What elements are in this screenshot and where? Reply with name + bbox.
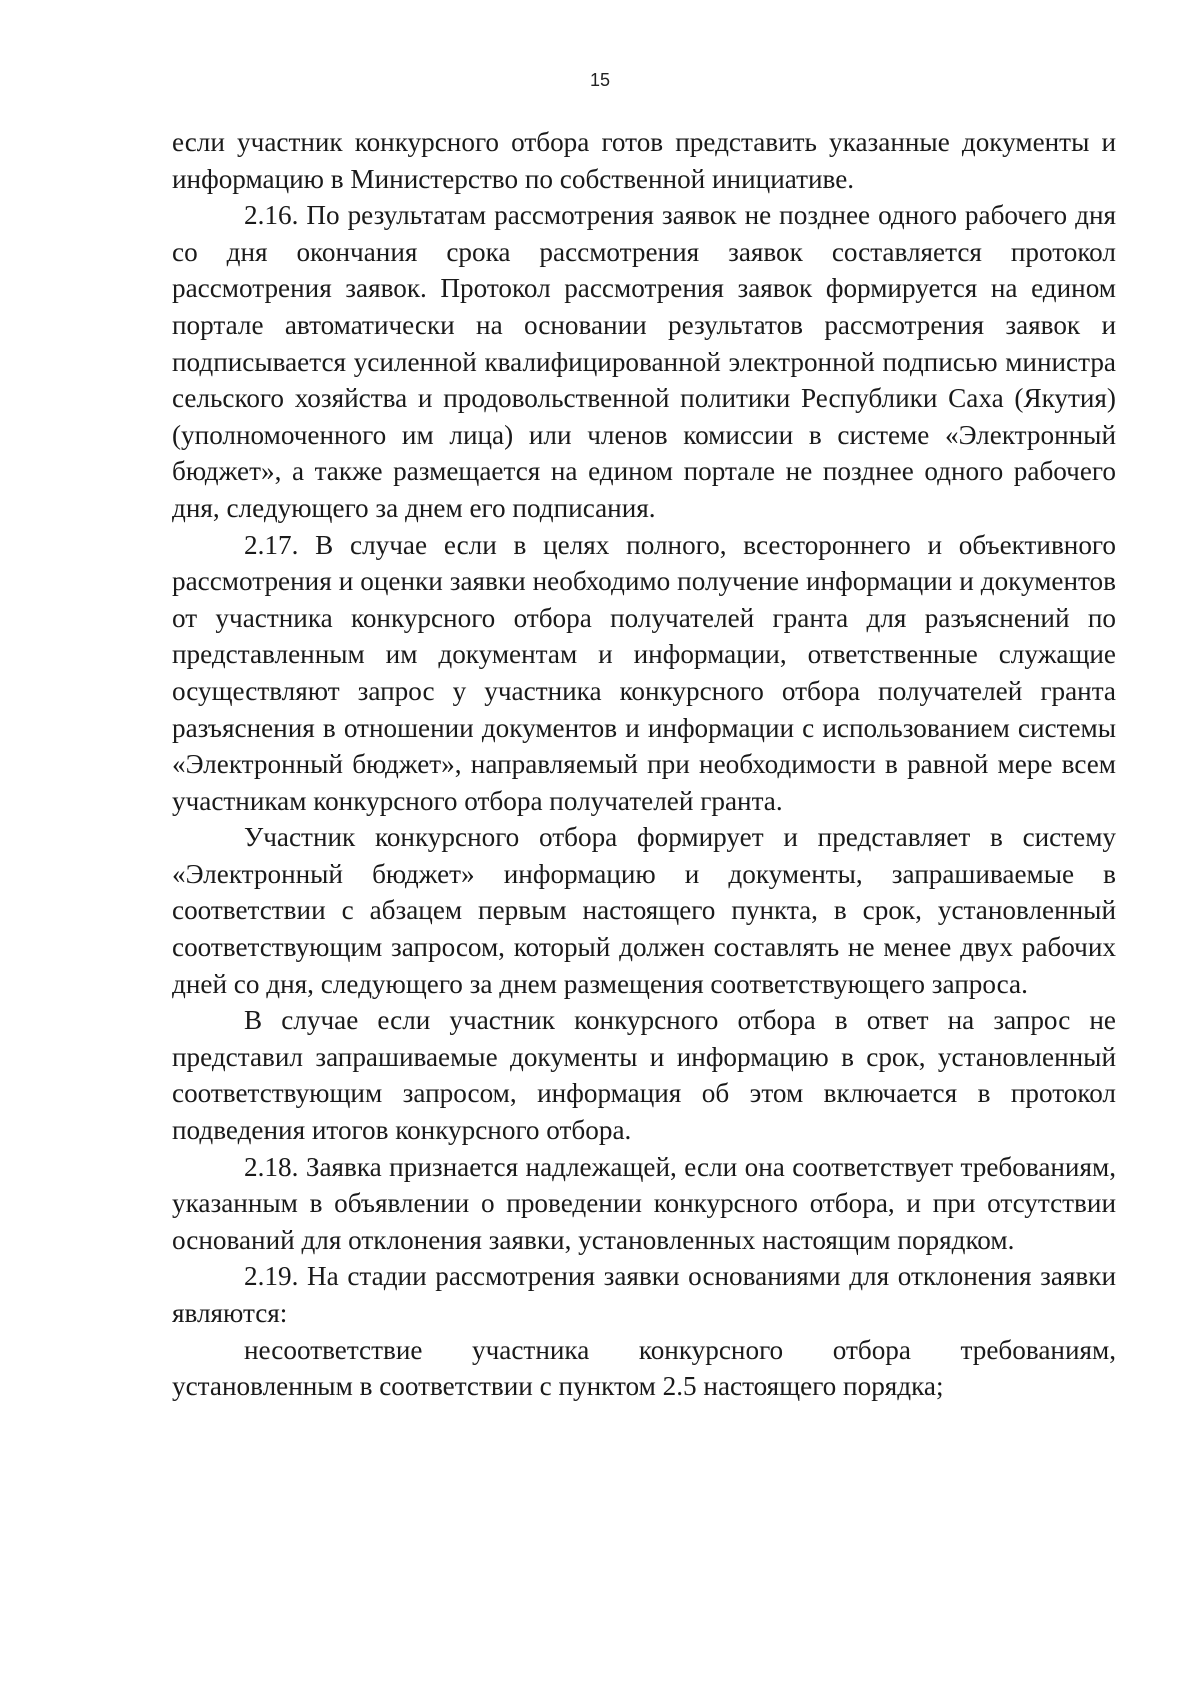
page-number: 15 [589,70,611,90]
paragraph-rejection-ground-1: несоответствие участника конкурсного отбора требованиям, установленным в соответствии с пунктом 2.5 настоящего порядка; [172,1334,1116,1402]
paragraph-no-response: В случае если участник конкурсного отбора в ответ на запрос не представил запрашиваемые документы и информацию в срок, установленный соответствующим запросом, информация об этом включается в протокол подведения итогов конкурсного отбора. [172,1005,1116,1146]
paragraph-2-19: 2.19. На стадии рассмотрения заявки основаниями для отклонения заявки являются: [172,1261,1116,1328]
document-body [172,124,1116,1405]
paragraph-2-18: 2.18. Заявка признается надлежащей, если она соответствует требованиям, указанным в объявлении о проведении конкурсного отбора, и при отсутствии оснований для отклонения заявки, установленных настоящим порядком. [172,1151,1116,1255]
paragraph-2-17: 2.17. В случае если в целях полного, всестороннего и объективного рассмотрения и оценки заявки необходимо получение информации и документов от участника конкурсного отбора получателей гранта для разъяснений по представленным им документам и информации, ответственные служащие осуществляют запрос у участника конкурсного отбора получателей гранта разъяснения в отношении документов и информации с использованием системы «Электронный бюджет», направляемый при необходимости в равной мере всем участникам конкурсного отбора получателей гранта. [172,529,1116,816]
paragraph-participant-response: Участник конкурсного отбора формирует и представляет в систему «Электронный бюджет» информацию и документы, запрашиваемые в соответствии с абзацем первым настоящего пункта, в срок, установленный соответствующим запросом, который должен составлять не менее двух рабочих дней со дня, следующего за днем размещения соответствующего запроса. [172,822,1116,999]
paragraph-2-16: 2.16. По результатам рассмотрения заявок не позднее одного рабочего дня со дня окончания срока рассмотрения заявок составляется протокол рассмотрения заявок. Протокол рассмотрения заявок формируется на едином портале автоматически на основании результатов рассмотрения заявок и подписывается усиленной квалифицированной электронной подписью министра сельского хозяйства и продовольственной политики Республики Саха (Якутия) (уполномоченного им лица) или членов комиссии в системе «Электронный бюджет», а также размещается на едином портале не позднее одного рабочего дня, следующего за днем его подписания. [172,200,1116,523]
paragraph-continuation: если участник конкурсного отбора готов представить указанные документы и информацию в Министерство по собственной инициативе. [172,127,1116,194]
